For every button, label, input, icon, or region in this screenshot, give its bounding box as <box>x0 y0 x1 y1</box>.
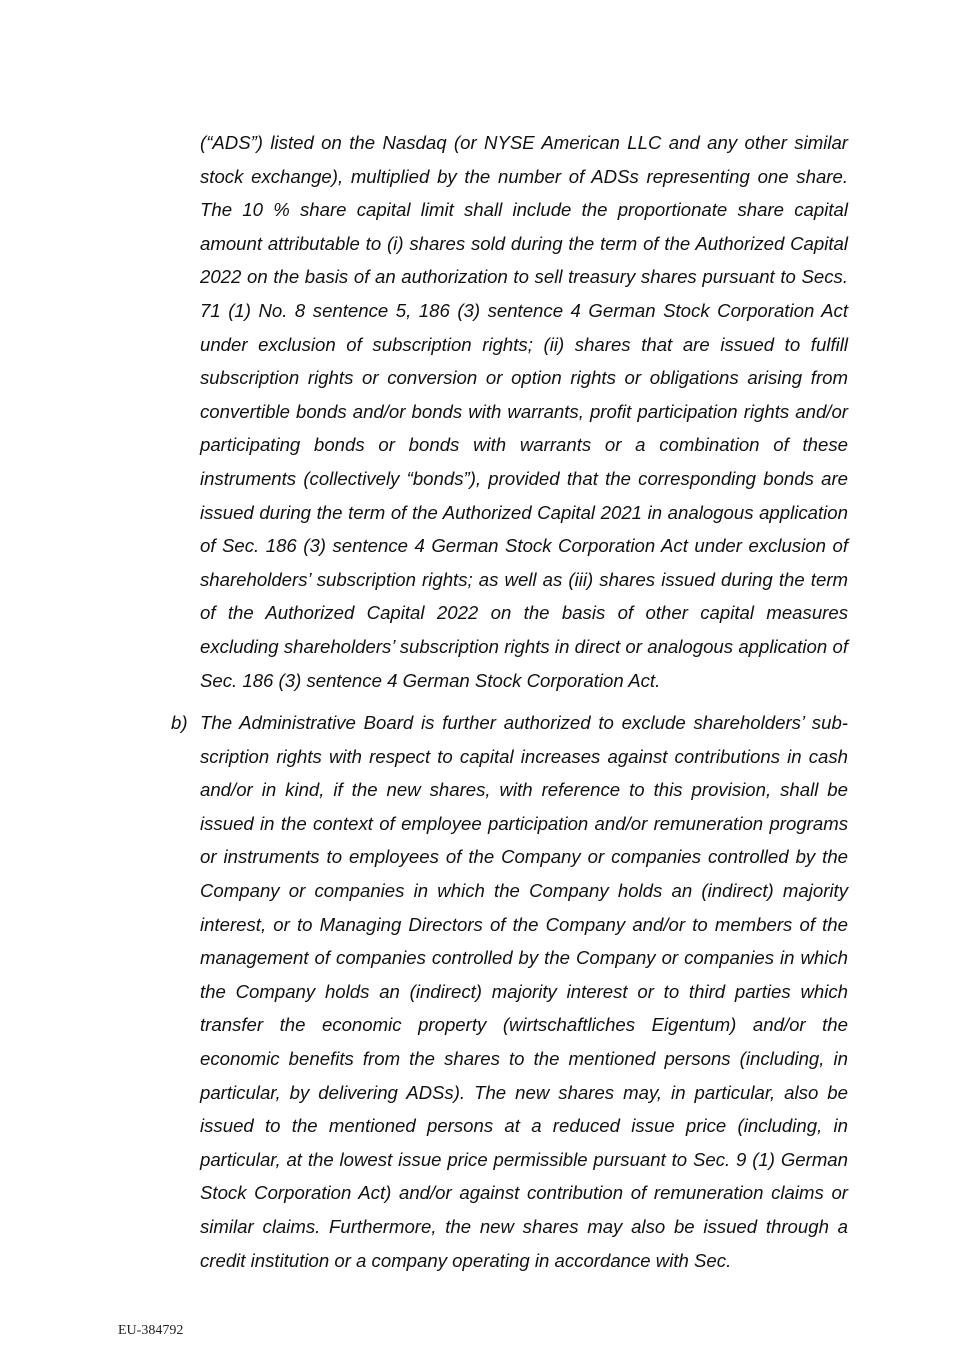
document-id: EU-384792 <box>118 1323 184 1338</box>
paragraph-b: The Administrative Board is further authorized to exclude shareholders’ subscription rights with respect to capital increases against contributions in cash and/or in kind, if the new shares, with reference to this provision, shall be issued in the context of employee participation and/or remuneration programs or instruments to employees of the Company or companies controlled by the Company or companies in which the Company holds an (indirect) majority interest, or to Managing Directors of the Company and/or to members of the management of companies controlled by the Company or companies in which the Company holds an (indirect) majority interest or to third parties which transfer the economic property (wirtschaftliches Eigentum) and/or the economic benefits from the shares to the mentioned persons (including, in particular, by delivering ADSs). The new shares may, in particular, also be issued to the mentioned persons at a reduced issue price (including, in particular, at the lowest issue price permissible pursuant to Sec. 9 (1) German Stock Corporation Act) and/or against contribution of remuneration claims or similar claims. Furthermore, the new shares may also be issued through a credit institution or a company operating in accordance with Sec. <box>200 712 848 1271</box>
paragraph-a-continued: (“ADS”) listed on the Nasdaq (or NYSE American LLC and any other similar stock exchange), multiplied by the number of ADSs representing one share. The 10 % share capital limit shall include the proportionate share capital amount attributable to (i) shares sold during the term of the Authorized Capital 2022 on the basis of an authorization to sell treasury shares pursuant to Secs. 71 (1) No. 8 sentence 5, 186 (3) sentence 4 German Stock Corporation Act under exclusion of subscription rights; (ii) shares that are issued to fulfill subscription rights or conversion or option rights or obligations arising from convertible bonds and/or bonds with warrants, profit participation rights and/or participating bonds or bonds with warrants or a combination of these instruments (collectively “bonds”), provided that the corresponding bonds are issued during the term of the Authorized Capital 2021 in analogous application of Sec. 186 (3) sentence 4 German Stock Corporation Act under exclusion of shareholders’ subscription rights; as well as (iii) shares issued during the term of the Authorized Capital 2022 on the basis of other capital measures excluding shareholders’ subscription rights in direct or analogous application of Sec. 186 (3) sentence 4 German Stock Corporation Act. <box>200 132 848 691</box>
list-marker-b: b) <box>171 712 188 733</box>
